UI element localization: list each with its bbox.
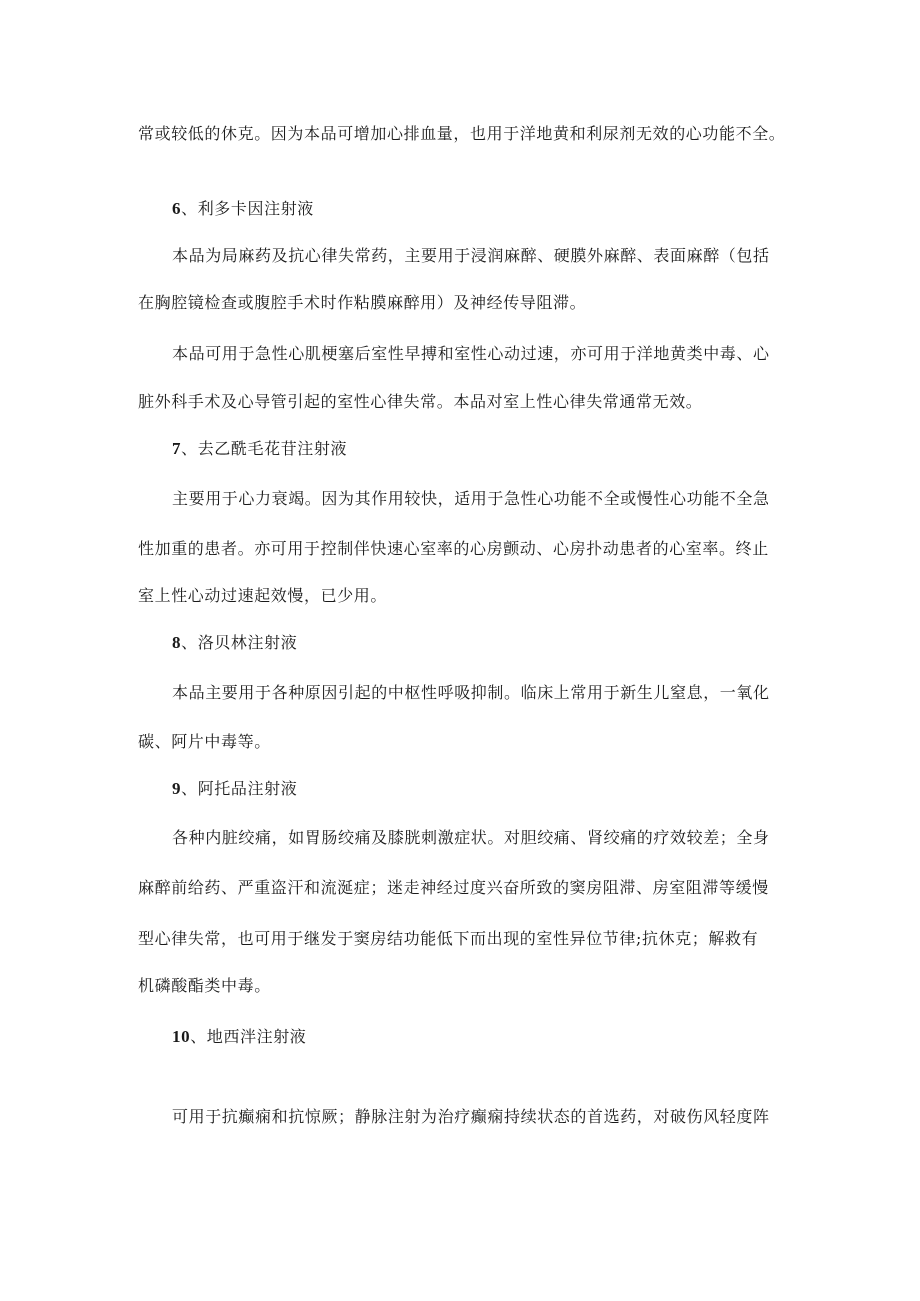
paragraph-line: 主要用于心力衰竭。因为其作用较快，适用于急性心功能不全或慢性心功能不全急 — [172, 489, 770, 508]
paragraph-line: 本品为局麻药及抗心律失常药，主要用于浸润麻醉、硬膜外麻醉、表面麻醉（包括 — [172, 246, 770, 265]
paragraph-line: 碳、阿片中毒等。 — [138, 732, 271, 751]
section-heading-7 — [172, 437, 347, 461]
section-title: 、阿托品注射液 — [181, 779, 298, 798]
paragraph-line: 型心律失常，也可用于继发于窦房结功能低下而出现的室性异位节律;抗休克；解救有 — [138, 929, 759, 948]
section-number: 10 — [172, 1027, 191, 1046]
section-title: 、地西泮注射液 — [190, 1027, 307, 1046]
paragraph-line: 麻醉前给药、严重盗汗和流涎症；迷走神经过度兴奋所致的窦房阻滞、房室阻滞等缓慢 — [138, 878, 769, 897]
section-number: 6 — [172, 199, 182, 218]
section-title: 、洛贝林注射液 — [181, 633, 298, 652]
section-number: 9 — [172, 779, 182, 798]
paragraph-line: 本品主要用于各种原因引起的中枢性呼吸抑制。临床上常用于新生儿窒息，一氧化 — [172, 683, 770, 702]
paragraph-line: 常或较低的休克。因为本品可增加心排血量，也用于洋地黄和利尿剂无效的心功能不全。 — [138, 124, 786, 143]
section-heading-9 — [172, 777, 297, 801]
section-heading-10 — [172, 1025, 306, 1049]
paragraph-line: 室上性心动过速起效慢，已少用。 — [138, 586, 388, 605]
section-title: 、去乙酰毛花苷注射液 — [181, 439, 348, 458]
section-title: 、利多卡因注射液 — [181, 199, 314, 218]
paragraph-line: 机磷酸酯类中毒。 — [138, 976, 271, 995]
paragraph-line: 在胸腔镜检查或腹腔手术时作粘膜麻醉用）及神经传导阻滞。 — [138, 293, 587, 312]
paragraph-line: 各种内脏绞痛，如胃肠绞痛及膝胱刺激症状。对胆绞痛、肾绞痛的疗效较差；全身 — [172, 828, 770, 847]
section-heading-6 — [172, 197, 314, 221]
paragraph-line: 脏外科手术及心导管引起的室性心律失常。本品对室上性心律失常通常无效。 — [138, 392, 703, 411]
section-number: 7 — [172, 439, 182, 458]
paragraph-line: 本品可用于急性心肌梗塞后室性早搏和室性心动过速，亦可用于洋地黄类中毒、心 — [172, 344, 770, 363]
section-number: 8 — [172, 633, 182, 652]
paragraph-line: 性加重的患者。亦可用于控制伴快速心室率的心房颤动、心房扑动患者的心室率。终止 — [138, 539, 769, 558]
section-heading-8 — [172, 631, 297, 655]
paragraph-line: 可用于抗癫痫和抗惊厥；静脉注射为治疗癫痫持续状态的首选药，对破伤风轻度阵 — [172, 1107, 770, 1126]
